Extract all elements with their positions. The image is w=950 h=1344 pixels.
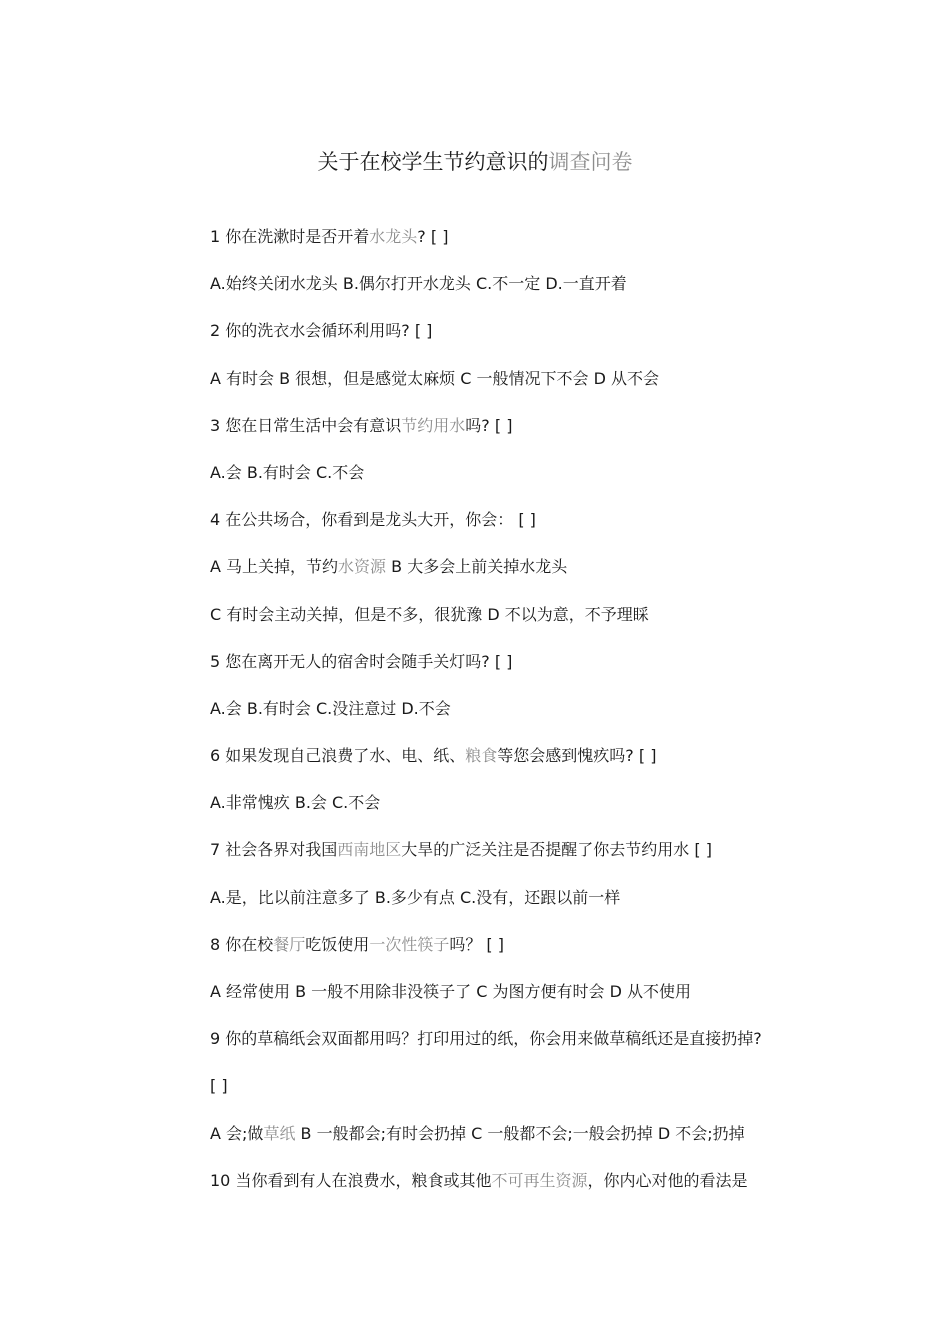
text-segment: [ ] [210, 1076, 228, 1096]
text-segment: A 会;做 [210, 1123, 264, 1143]
survey-line [210, 1168, 810, 1215]
keyword-link: 草纸 [263, 1123, 296, 1143]
text-segment: 吗？ [ ] [449, 934, 504, 954]
survey-line [210, 318, 810, 365]
survey-line [210, 554, 810, 601]
survey-line [210, 1026, 810, 1073]
text-segment: 大旱的广泛关注是否提醒了你去节约用水 [ ] [401, 840, 712, 860]
text-segment: 7 社会各界对我国 [210, 840, 338, 860]
survey-line [210, 790, 810, 837]
title-segment: 关于在校学生节约意识的 [317, 150, 549, 174]
survey-line [210, 1073, 810, 1120]
survey-line [210, 979, 810, 1026]
document-title [0, 147, 950, 177]
survey-line [210, 743, 810, 790]
text-segment: 2 你的洗衣水会循环利用吗? [ ] [210, 321, 433, 341]
text-segment: A.是，比以前注意多了 B.多少有点 C.没有，还跟以前一样 [210, 887, 621, 907]
keyword-link: 水资源 [338, 557, 387, 577]
keyword-link: 节约用水 [401, 415, 466, 435]
survey-line [210, 837, 810, 884]
text-segment: A.始终关闭水龙头 B.偶尔打开水龙头 C.不一定 D.一直开着 [210, 274, 627, 294]
keyword-link: 不可再生资源 [491, 1170, 588, 1190]
keyword-link: 粮食 [465, 746, 498, 766]
text-segment: 吗? [ ] [465, 415, 513, 435]
keyword-link: 餐厅 [273, 934, 306, 954]
survey-line [210, 696, 810, 743]
text-segment: A 经常使用 B 一般不用除非没筷子了 C 为图方便有时会 D 从不使用 [210, 982, 692, 1001]
keyword-link: 西南地区 [337, 840, 402, 860]
title-link-segment: 调查问卷 [548, 150, 633, 174]
text-segment: A.会 B.有时会 C.没注意过 D.不会 [210, 698, 451, 718]
text-segment: A 有时会 B 很想，但是感觉太麻烦 C 一般情况下不会 D 从不会 [210, 368, 660, 388]
text-segment: 1 你在洗漱时是否开着 [210, 227, 370, 246]
text-segment: ? [ ] [417, 227, 449, 246]
text-segment: 6 如果发现自己浪费了水、电、纸、 [210, 746, 466, 766]
text-segment: 4 在公共场合，你看到是龙头大开，你会： [ ] [210, 510, 536, 530]
survey-line [210, 649, 810, 696]
survey-line [210, 460, 810, 507]
survey-line [210, 224, 810, 271]
text-segment: 8 你在校 [210, 934, 274, 954]
text-segment: 吃饭使用 [305, 934, 370, 954]
survey-line [210, 602, 810, 649]
survey-line [210, 366, 810, 413]
survey-line [210, 413, 810, 460]
text-segment: B 大多会上前关掉水龙头 [386, 557, 568, 577]
survey-body [210, 224, 810, 1215]
keyword-link: 一次性筷子 [369, 934, 450, 954]
text-segment: A 马上关掉，节约 [210, 557, 339, 577]
text-segment: 9 你的草稿纸会双面都用吗？打印用过的纸，你会用来做草稿纸还是直接扔掉? [210, 1029, 762, 1049]
survey-line [210, 932, 810, 979]
survey-line [210, 1121, 810, 1168]
survey-line [210, 885, 810, 932]
survey-line [210, 271, 810, 318]
text-segment: 3 您在日常生活中会有意识 [210, 415, 402, 435]
text-segment: A.会 B.有时会 C.不会 [210, 462, 365, 482]
text-segment: 10 当你看到有人在浪费水，粮食或其他 [210, 1170, 492, 1190]
text-segment: 5 您在离开无人的宿舍时会随手关灯吗? [ ] [210, 651, 513, 671]
text-segment: 等您会感到愧疚吗? [ ] [497, 746, 657, 766]
text-segment: C 有时会主动关掉，但是不多，很犹豫 D 不以为意，不予理睬 [210, 604, 649, 624]
keyword-link: 水龙头 [369, 227, 418, 246]
text-segment: A.非常愧疚 B.会 C.不会 [210, 793, 381, 813]
survey-line [210, 507, 810, 554]
text-segment: ，你内心对他的看法是 [587, 1170, 748, 1190]
text-segment: B 一般都会;有时会扔掉 C 一般都不会;一般会扔掉 D 不会;扔掉 [295, 1123, 745, 1143]
